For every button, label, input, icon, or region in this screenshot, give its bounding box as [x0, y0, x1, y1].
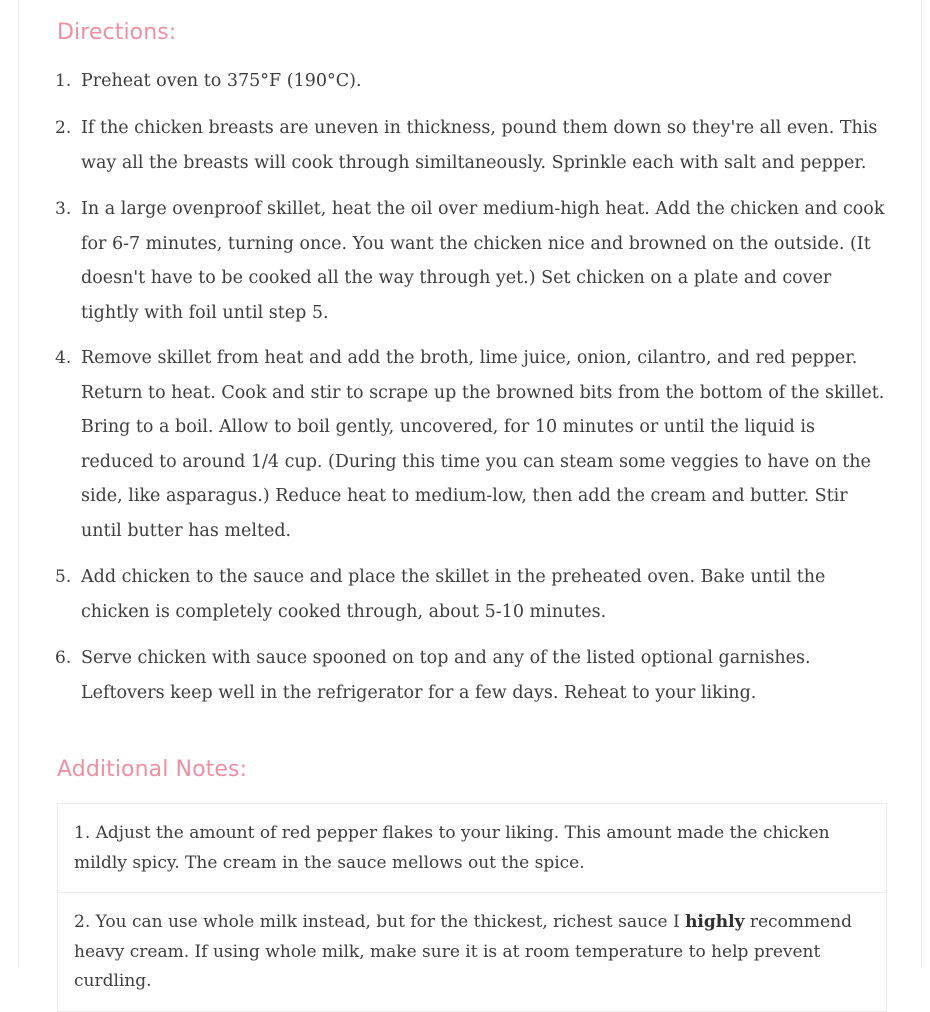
additional-notes-heading: Additional Notes: [57, 757, 248, 782]
step-number: 2. [55, 118, 72, 138]
note-emphasis: highly [685, 912, 745, 932]
notes-table [57, 803, 887, 1012]
step-text: Preheat oven to 375°F (190°C). [81, 71, 362, 91]
step-text: Serve chicken with sauce spooned on top and any of the listed optional garnishes. Leftovers keep well in the refrigerator for a few days. Reheat to your liking. [81, 648, 811, 703]
step-number: 3. [55, 199, 72, 219]
step-text: In a large ovenproof skillet, heat the oil over medium-high heat. Add the chicken and cook for 6-7 minutes, turning once. You want the chicken nice and browned on the outside. (It doesn't have to be cooked all the way through yet.) Set chicken on a plate and cover tightly with foil until step 5. [81, 199, 885, 323]
note-row [58, 893, 886, 1012]
step-number: 1. [55, 71, 72, 91]
directions-heading: Directions: [57, 20, 177, 45]
note-text-end: recommend heavy cream. If using whole milk, make sure it is at room temperature to help prevent curdling. [74, 912, 852, 991]
step-text: Add chicken to the sauce and place the skillet in the preheated oven. Bake until the chicken is completely cooked through, about 5-10 minutes. [81, 567, 826, 622]
note-text: 1. Adjust the amount of red pepper flakes to your liking. This amount made the chicken mildly spicy. The cream in the sauce mellows out the spice. [74, 823, 830, 873]
step-text: Remove skillet from heat and add the broth, lime juice, onion, cilantro, and red pepper. Return to heat. Cook and stir to scrape up the browned bits from the bottom of the skillet. Bring to a boil. Allow to boil gently, uncovered, for 10 minutes or until the liquid is reduced to around 1/4 cup. (During this time you can steam some veggies to have on the side, like asparagus.) Reduce heat to medium-low, then add the cream and butter. Stir until butter has melted. [81, 348, 885, 541]
step-number: 5. [55, 567, 72, 587]
note-text-start: 2. You can use whole milk instead, but for the thickest, richest sauce I [74, 912, 686, 932]
step-text: If the chicken breasts are uneven in thickness, pound them down so they're all even. This way all the breasts will cook through similtaneously. Sprinkle each with salt and pepper. [81, 118, 878, 173]
step-number: 6. [55, 648, 72, 668]
note-row [58, 804, 886, 893]
step-number: 4. [55, 348, 72, 368]
